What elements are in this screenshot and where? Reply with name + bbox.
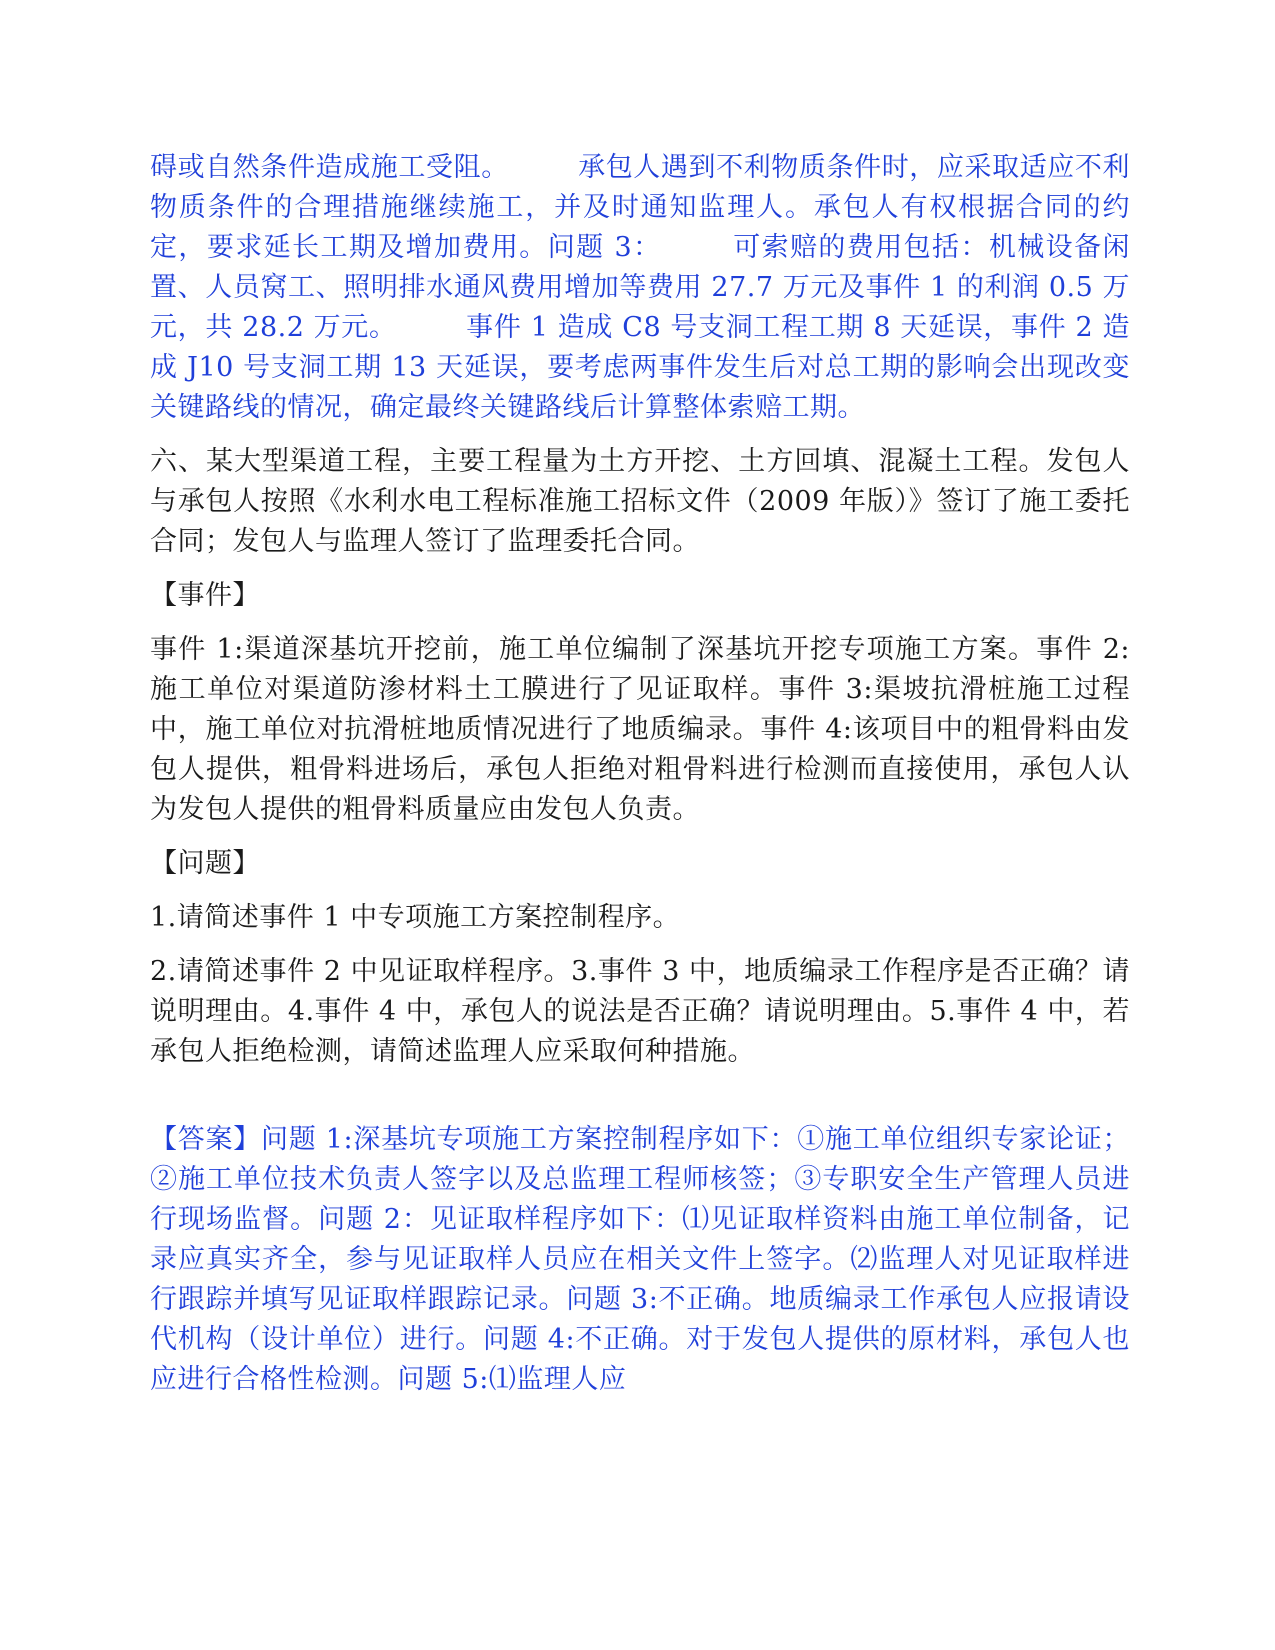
answer-continuation-paragraph: 碍或自然条件造成施工受阻。 承包人遇到不利物质条件时，应采取适应不利物质条件的合理措施继续施工，并及时通知监理人。承包人有权根据合同的约定，要求延长工期及增加费用。问题 3： 可索赔的费用包括：机械设备闲置、人员窝工、照明排水通风费用增加等费用 27.7 万元及事件 1 的利润 0.5 万元，共 28.2 万元。 事件 1 造成 C8 号支洞工程工期 8 天延误，事件 2 造成 J10 号支洞工期 13 天延误，要考虑两事件发生后对总工期的影响会出现改变关键路线的情况，确定最终关键路线后计算整体索赔工期。	[150, 152, 1130, 423]
document-page	[150, 148, 1130, 1400]
events-paragraph: 事件 1:渠道深基坑开挖前，施工单位编制了深基坑开挖专项施工方案。事件 2:施工单位对渠道防渗材料土工膜进行了见证取样。事件 3:渠坡抗滑桩施工过程中，施工单位对抗滑桩地质情况进行了地质编录。事件 4:该项目中的粗骨料由发包人提供，粗骨料进场后，承包人拒绝对粗骨料进行检测而直接使用，承包人认为发包人提供的粗骨料质量应由发包人负责。	[150, 634, 1130, 825]
questions-heading: 【问题】	[150, 848, 260, 879]
questions-2-to-5: 2.请简述事件 2 中见证取样程序。3.事件 3 中，地质编录工作程序是否正确？请说明理由。4.事件 4 中，承包人的说法是否正确？请说明理由。5.事件 4 中，若承包人拒绝检测，请简述监理人应采取何种措施。	[150, 956, 1130, 1067]
case-intro-paragraph: 六、某大型渠道工程，主要工程量为土方开挖、土方回填、混凝土工程。发包人与承包人按照《水利水电工程标准施工招标文件（2009 年版）》签订了施工委托合同；发包人与监理人签订了监理委托合同。	[150, 446, 1130, 557]
answer-paragraph: 【答案】问题 1:深基坑专项施工方案控制程序如下：①施工单位组织专家论证；②施工单位技术负责人签字以及总监理工程师核签；③专职安全生产管理人员进行现场监督。问题 2：见证取样程序如下：⑴见证取样资料由施工单位制备，记录应真实齐全，参与见证取样人员应在相关文件上签字。⑵监理人对见证取样进行跟踪并填写见证取样跟踪记录。问题 3:不正确。地质编录工作承包人应报请设代机构（设计单位）进行。问题 4:不正确。对于发包人提供的原材料，承包人也应进行合格性检测。问题 5:⑴监理人应	[150, 1124, 1130, 1395]
question-1: 1.请简述事件 1 中专项施工方案控制程序。	[150, 902, 681, 933]
events-heading: 【事件】	[150, 580, 260, 611]
